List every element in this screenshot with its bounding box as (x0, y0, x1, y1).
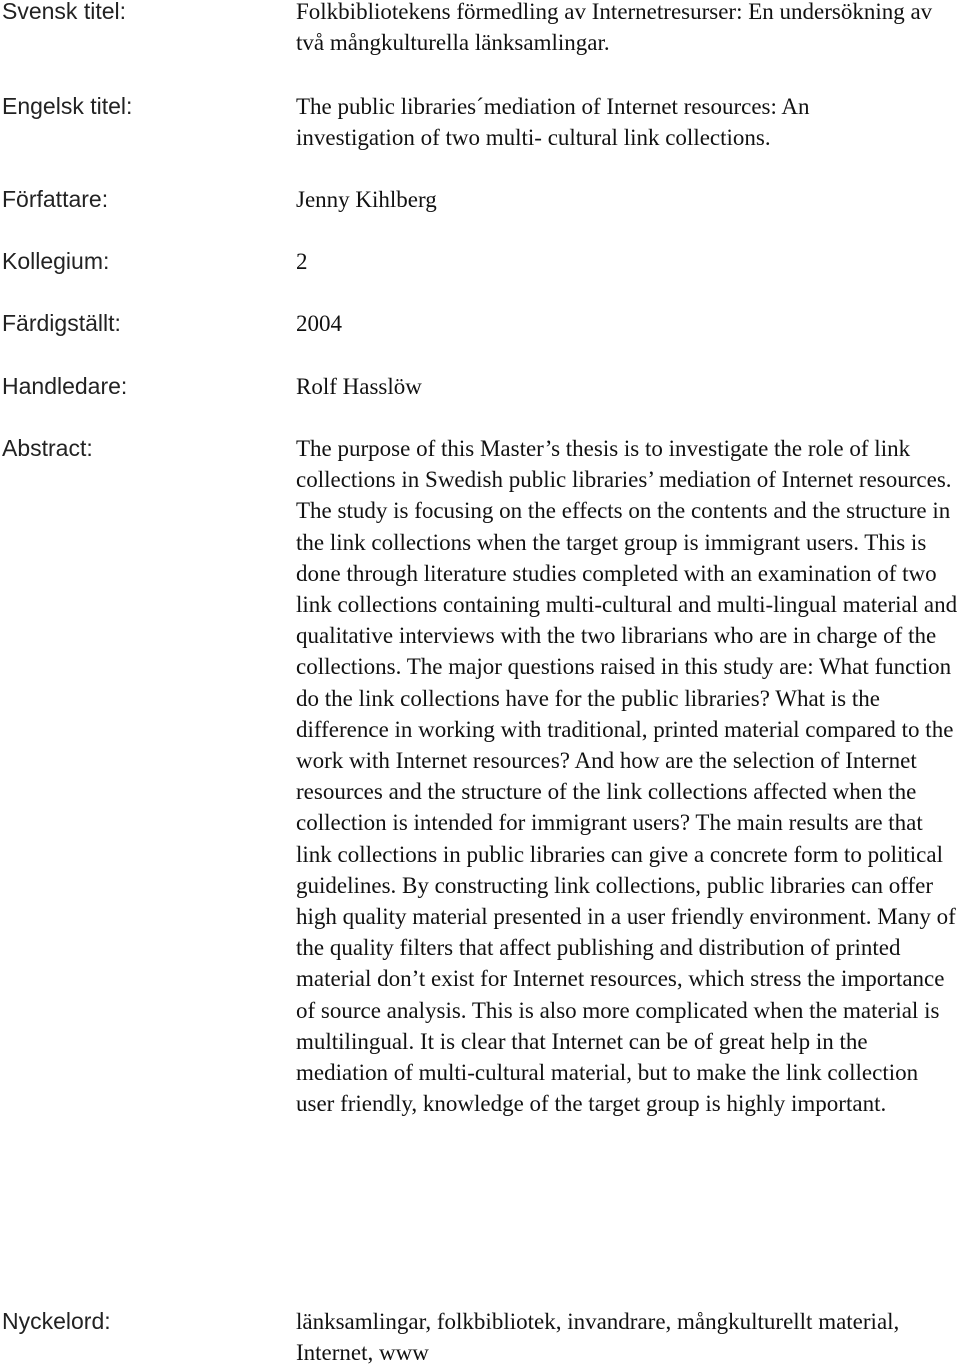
keywords-value: länksamlingar, folkbibliotek, invandrare, mångkulturellt material, Internet, www (296, 1309, 900, 1366)
english-title-label: Engelsk titel: (2, 93, 133, 119)
supervisor-value: Rolf Hasslöw (296, 374, 422, 399)
supervisor-label: Handledare: (2, 373, 128, 399)
completed-year-value: 2004 (296, 311, 342, 336)
abstract-label: Abstract: (2, 435, 93, 461)
kollegium-value: 2 (296, 249, 308, 274)
completed-label: Färdigställt: (2, 310, 121, 336)
keywords-label: Nyckelord: (2, 1308, 111, 1334)
swedish-title-label: Svensk titel: (2, 0, 126, 24)
abstract-text: The purpose of this Master’s thesis is to investigate the role of link collections in Swedish public libraries’ mediation of Internet resources. The study is focusing on the effects on the contents and the structure in the link collections when the target group is immigrant users. This is done through literature studies completed with an examination of two link collections containing multi-cultural and multi-lingual material and qualitative interviews with the two librarians who are in charge of the collections. The major questions raised in this study are: What function do the link collections have for the public libraries? What is the difference in working with traditional, printed material compared to the work with Internet resources? And how are the selection of Internet resources and the structure of the link collections affected when the collection is intended for immigrant users? The main results are that link collections in public libraries can give a concrete form to political guidelines. By constructing link collections, public libraries can offer high quality material presented in a user friendly environment. Many of the quality filters that affect publishing and distribution of printed material don’t exist for Internet resources, which stress the importance of source analysis. This is also more complicated when the material is multilingual. It is clear that Internet can be of great help in the mediation of multi-cultural material, but to make the link collection user friendly, knowledge of the target group is highly important. (296, 436, 958, 1117)
author-label: Författare: (2, 186, 109, 212)
kollegium-label: Kollegium: (2, 248, 110, 274)
english-title-value: The public libraries´mediation of Internet resources: An investigation of two multi- cultural link collections. (296, 94, 810, 151)
swedish-title-value: Folkbibliotekens förmedling av Internetresurser: En undersökning av två mångkulturella länksamlingar. (296, 0, 933, 56)
author-value: Jenny Kihlberg (296, 187, 437, 212)
